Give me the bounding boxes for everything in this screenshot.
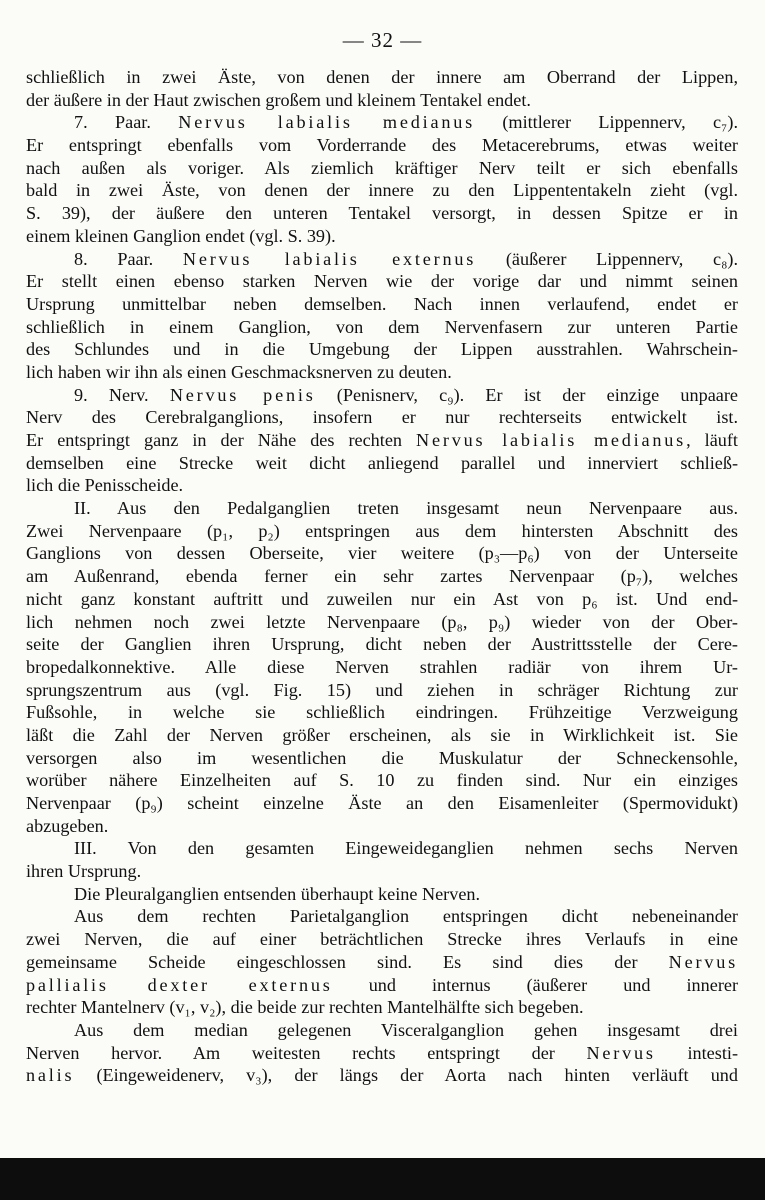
text-line: bald in zwei Äste, von denen der innere zu den Lippententakeln zieht (vgl. xyxy=(26,180,738,201)
text-line: Ursprung unmittelbar neben demselben. Nach innen verlaufend, endet er xyxy=(26,293,738,314)
text-line: der äußere in der Haut zwischen großem und kleinem Tentakel endet. xyxy=(26,89,531,110)
text-line: nicht ganz konstant auftritt und zuweilen nur ein Ast von p₆ ist. Und end- xyxy=(26,588,738,609)
text-line: 9. Nerv. Nervus penis (Penisnerv, c₉). Er ist der einzige unpaare xyxy=(74,384,738,405)
text-line: schließlich in zwei Äste, von denen der innere am Oberrand der Lippen, xyxy=(26,67,738,87)
text-line: Er entspringt ebenfalls vom Vorderrande des Metacerebrums, etwas weiter xyxy=(26,135,738,156)
text-line: einem kleinen Ganglion endet (vgl. S. 39). xyxy=(26,225,336,246)
body-text xyxy=(26,66,738,1087)
text-line: lich haben wir ihn als einen Geschmacksnerven zu deuten. xyxy=(26,361,452,382)
text-line: schließlich in einem Ganglion, von dem Nervenfasern zur unteren Partie xyxy=(26,316,738,337)
text-line: Nerv des Cerebralganglions, insofern er nur rechterseits entwickelt ist. xyxy=(26,407,738,428)
text-line: S. 39), der äußere den unteren Tentakel versorgt, in dessen Spitze er in xyxy=(26,203,738,224)
text-line: nalis (Eingeweidenerv, v₃), der längs der Aorta nach hinten verläuft und xyxy=(26,1065,738,1086)
text-line: 7. Paar. Nervus labialis medianus (mittlerer Lippennerv, c₇). xyxy=(74,112,739,133)
text-line: 8. Paar. Nervus labialis externus (äußerer Lippennerv, c₈). xyxy=(74,248,739,269)
text-line: nach außen als voriger. Als ziemlich kräftiger Nerv teilt er sich ebenfalls xyxy=(26,157,738,178)
text-line: seite der Ganglien ihren Ursprung, dicht neben der Austrittsstelle der Cere- xyxy=(26,634,738,655)
text-line: Aus dem rechten Parietalganglion entspringen dicht nebeneinander xyxy=(74,906,738,927)
text-line: Aus dem median gelegenen Visceralganglion gehen insgesamt drei xyxy=(74,1019,738,1040)
text-line: Er stellt einen ebenso starken Nerven wie der vorige dar und nimmt seinen xyxy=(26,271,738,292)
text-line: pallialis dexter externus und internus (äußerer und innerer xyxy=(26,974,739,995)
text-line: Er entspringt ganz in der Nähe des rechten Nervus labialis medianus, läuft xyxy=(26,430,738,450)
text-line: läßt die Zahl der Nerven größer erscheinen, als sie in Wirklichkeit ist. Sie xyxy=(26,724,738,745)
text-line: lich die Penisscheide. xyxy=(26,475,184,496)
text-line: des Schlundes und in die Umgebung der Lippen ausstrahlen. Wahrschein- xyxy=(26,339,738,360)
text-line: am Außenrand, ebenda ferner ein sehr zartes Nervenpaar (p₇), welches xyxy=(26,566,738,587)
text-line: Nerven hervor. Am weitesten rechts entspringt der Nervus intesti- xyxy=(26,1042,738,1063)
text-line: abzugeben. xyxy=(26,815,109,836)
text-line: Zwei Nervenpaare (p₁, p₂) entspringen aus dem hintersten Abschnitt des xyxy=(26,520,738,541)
text-line: rechter Mantelnerv (v₁, v₂), die beide zur rechten Mantelhälfte sich begeben. xyxy=(26,997,584,1018)
text-line: versorgen also im wesentlichen die Muskulatur der Schneckensohle, xyxy=(26,747,738,768)
page-bottom-edge xyxy=(0,1158,765,1200)
text-line: demselben eine Strecke weit dicht anliegend parallel und innerviert schließ- xyxy=(26,452,738,473)
text-line: sprungszentrum aus (vgl. Fig. 15) und ziehen in schräger Richtung zur xyxy=(26,679,738,700)
text-line: worüber nähere Einzelheiten auf S. 10 zu finden sind. Nur ein einziges xyxy=(26,770,738,791)
text-line: zwei Nerven, die auf einer beträchtlichen Strecke ihres Verlaufs in eine xyxy=(26,929,738,950)
text-line: ihren Ursprung. xyxy=(26,861,142,882)
text-line: bropedalkonnektive. Alle diese Nerven strahlen radiär von ihrem Ur- xyxy=(26,656,738,677)
text-line: Ganglions von dessen Oberseite, vier weitere (p₃—p₆) von der Unterseite xyxy=(26,543,738,564)
text-line: lich nehmen noch zwei letzte Nervenpaare (p₈, p₉) wieder von der Ober- xyxy=(26,611,738,632)
page-number: — 32 — xyxy=(342,28,423,52)
text-line: II. Aus den Pedalganglien treten insgesamt neun Nervenpaare aus. xyxy=(74,498,738,519)
text-line: III. Von den gesamten Eingeweideganglien nehmen sechs Nerven xyxy=(74,838,738,859)
text-line: Nervenpaar (p₉) scheint einzelne Äste an den Eisamenleiter (Spermovidukt) xyxy=(26,793,738,813)
text-line: gemeinsame Scheide eingeschlossen sind. Es sind dies der Nervus xyxy=(26,951,738,972)
text-line: Fußsohle, in welche sie schließlich eindringen. Frühzeitige Verzweigung xyxy=(26,702,738,723)
text-line: Die Pleuralganglien entsenden überhaupt keine Nerven. xyxy=(74,883,481,904)
